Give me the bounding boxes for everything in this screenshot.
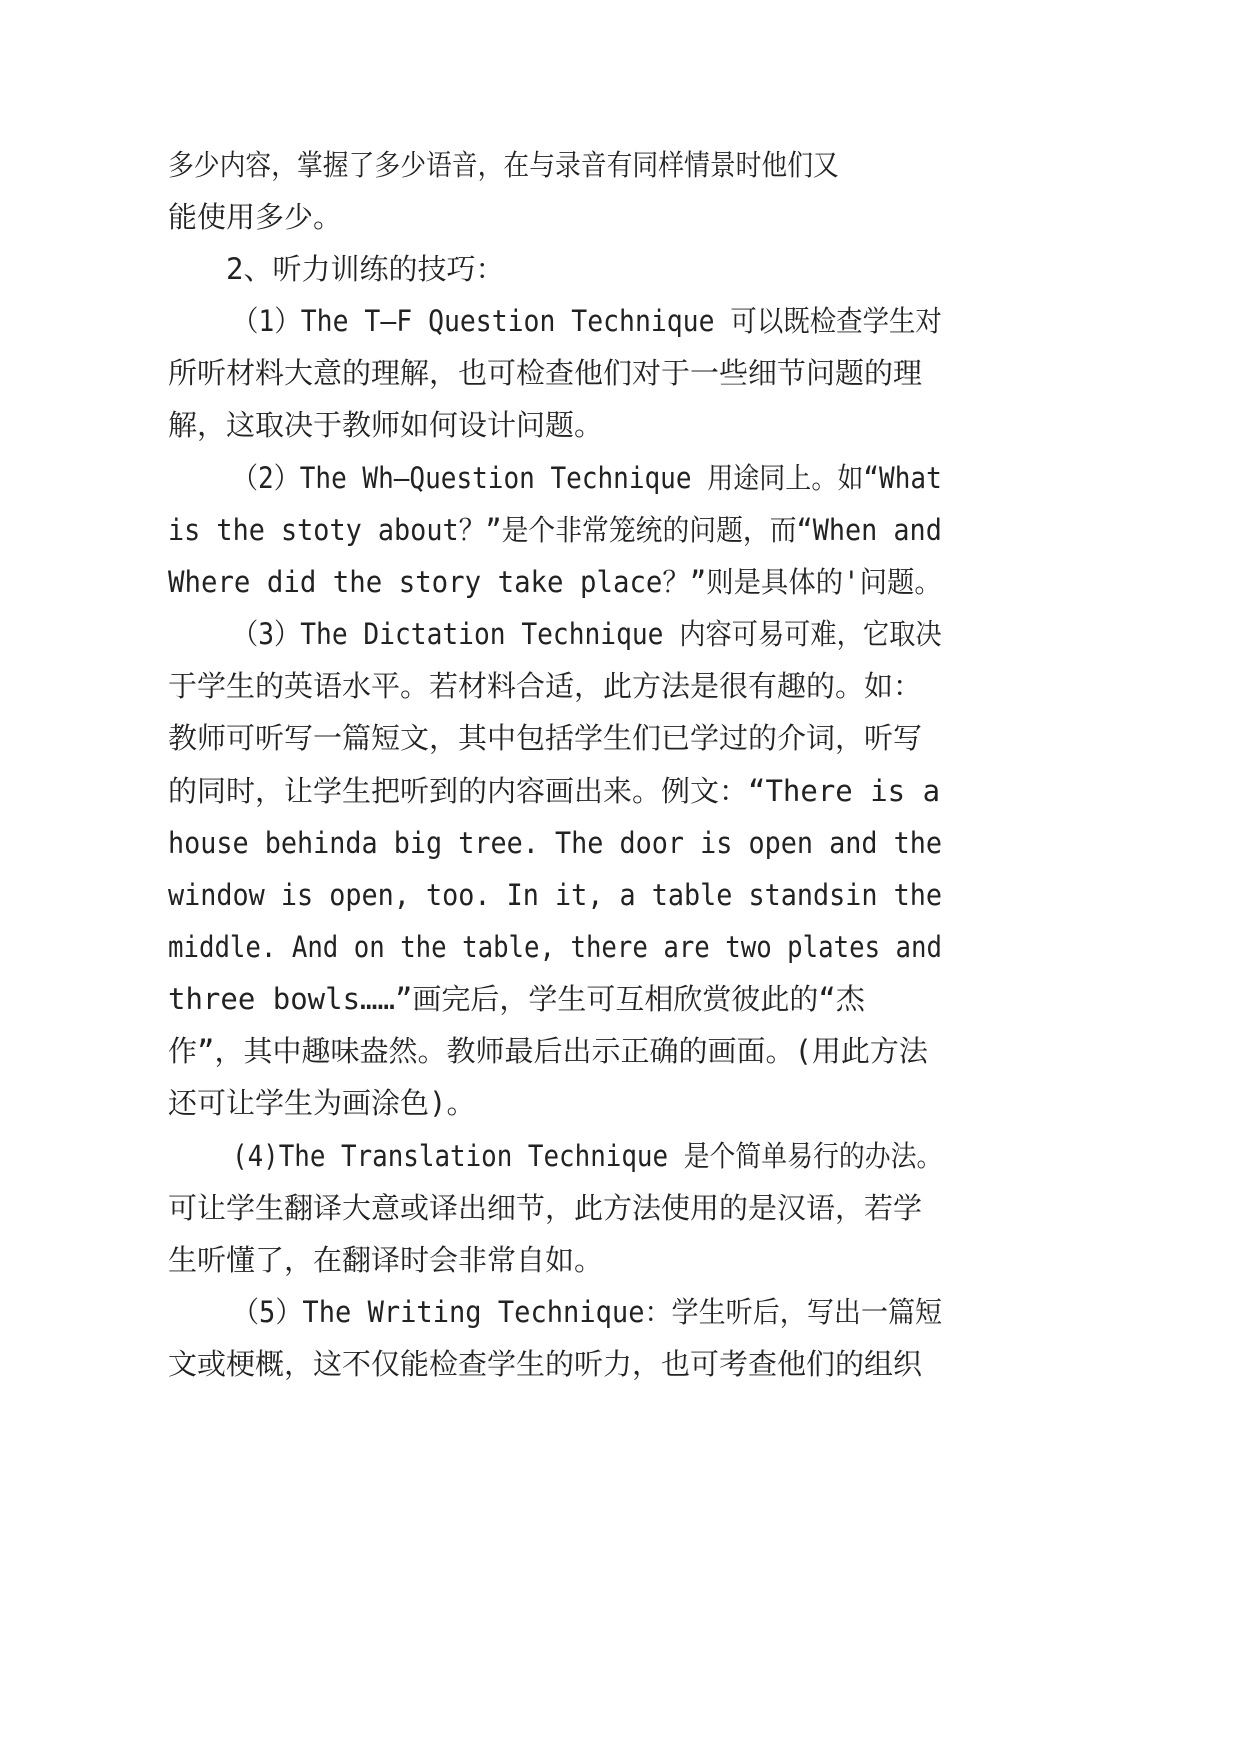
text-line: 文或梗概，这不仅能检查学生的听力，也可考查他们的组织 <box>168 1347 923 1381</box>
text-line: 的同时，让学生把听到的内容画出来。例文：“There is a <box>168 774 941 808</box>
text-line: 还可让学生为画涂色)。 <box>168 1086 476 1120</box>
text-line: 所听材料大意的理解，也可检查他们对于一些细节问题的理 <box>168 356 923 390</box>
text-line: 解，这取决于教师如何设计问题。 <box>168 408 604 442</box>
text-line: house behinda big tree. The door is open and the <box>168 826 943 860</box>
text-line: window is open, too. In it, a table standsin the <box>168 878 943 912</box>
text-line: middle. And on the table, there are two plates and <box>168 930 942 964</box>
text-line: is the stoty about？”是个非常笼统的问题，而“When and <box>168 513 942 547</box>
text-line: 能使用多少。 <box>168 200 343 234</box>
text-line: 可让学生翻译大意或译出细节，此方法使用的是汉语，若学 <box>168 1191 923 1225</box>
text-line: Where did the story take place？”则是具体的'问题。 <box>168 565 942 599</box>
text-line: 作”，其中趣味盎然。教师最后出示正确的画面。(用此方法 <box>168 1034 928 1068</box>
text-line: 于学生的英语水平。若材料合适，此方法是很有趣的。如： <box>168 669 923 703</box>
text-line: （3）The Dictation Technique 内容可易可难，它取决 <box>232 617 942 651</box>
text-line: （5）The Writing Technique：学生听后，写出一篇短 <box>232 1295 943 1329</box>
text-line: (4)The Translation Technique 是个简单易行的办法。 <box>232 1139 943 1173</box>
text-line: （2）The Wh—Question Technique 用途同上。如“What <box>232 461 942 495</box>
text-line: 教师可听写一篇短文，其中包括学生们已学过的介词，听写 <box>168 721 923 755</box>
text-line: 生听懂了，在翻译时会非常自如。 <box>168 1243 604 1277</box>
section-heading: 2、听力训练的技巧： <box>226 252 505 286</box>
text-line: three bowls……”画完后，学生可互相欣赏彼此的“杰 <box>168 982 865 1016</box>
text-line: （1）The T—F Question Technique 可以既检查学生对 <box>232 304 942 338</box>
text-line: 多少内容，掌握了多少语音，在与录音有同样情景时他们又 <box>168 148 839 182</box>
